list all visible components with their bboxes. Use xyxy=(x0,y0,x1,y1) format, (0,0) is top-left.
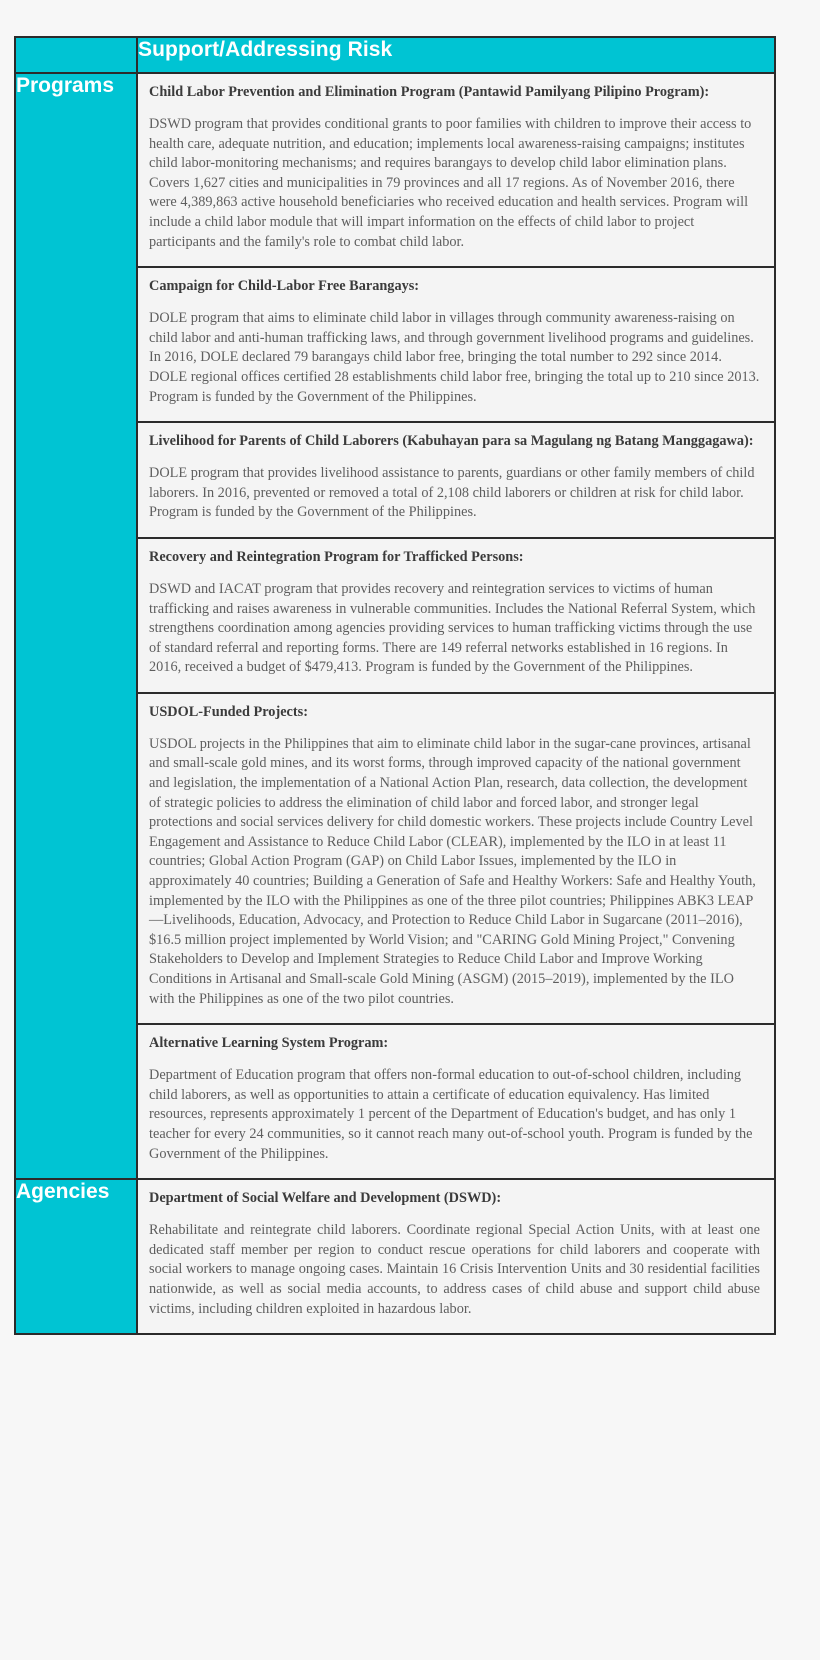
entry-title: Recovery and Reintegration Program for Trafficked Persons: xyxy=(149,548,524,565)
entry-campaign-child-labor-free-barangays xyxy=(138,268,774,423)
entry-child-labor-prevention-program xyxy=(138,74,774,268)
category-label-agencies: Agencies xyxy=(15,1179,137,1334)
entry-title: USDOL-Funded Projects: xyxy=(149,703,308,720)
table-row xyxy=(15,1179,775,1334)
entry-body: Rehabilitate and reintegrate child laborers. Coordinate regional Special Action Units, with at least one dedicated staff member per region to conduct rescue operations for child laborers and cooperate with social workers to manage ongoing cases. Maintain 16 Crisis Intervention Units and 30 residential facilities nationwide, as well as social media accounts, to address cases of child abuse and support child abuse victims, including children exploited in hazardous labor. xyxy=(149,1222,760,1317)
entry-title: Department of Social Welfare and Development (DSWD): xyxy=(149,1190,502,1207)
entry-dswd-agency xyxy=(138,1180,774,1333)
entry-title: Alternative Learning System Program: xyxy=(149,1035,389,1052)
entry-body: DSWD and IACAT program that provides recovery and reintegration services to victims of human trafficking and raises awareness in vulnerable communities. Includes the National Referral System, which strengthens coordination among agencies providing services to human trafficking victims through the use of standard referral and reporting forms. There are 149 referral networks established in 16 regions. In 2016, received a budget of $479,413. Program is funded by the Government of the Philippines. xyxy=(149,580,756,676)
entry-body: USDOL projects in the Philippines that aim to eliminate child labor in the sugar-cane provinces, artisanal and small-scale gold mines, and its worst forms, through improved capacity of the national government and legislation, the implementation of a National Action Plan, research, data collection, the development of strategic policies to address the elimination of child labor and forced labor, and stronger legal protections and social services delivery for child domestic workers. These projects include Country Level Engagement and Assistance to Reduce Child Labor (CLEAR), implemented by the ILO in at least 11 countries; Global Action Program (GAP) on Child Labor Issues, implemented by the ILO in approximately 40 countries; Building a Generation of Safe and Healthy Workers: Safe and Healthy Youth, implemented by the ILO with the Philippines as one of the three pilot countries; Philippines ABK3 LEAP—Livelihoods, Education, Advocacy, and Protection to Reduce Child Labor in Sugarcane (2011–2016), $16.5 million project implemented by World Vision; and "CARING Gold Mining Project," Convening Stakeholders to Develop and Implement Strategies to Reduce Child Labor and Improve Working Conditions in Artisanal and Small-scale Gold Mining (ASGM) (2015–2019), implemented by the ILO with the Philippines as one of the two pilot countries. xyxy=(149,735,756,1007)
entry-body: Department of Education program that offers non-formal education to out-of-school children, including child laborers, as well as opportunities to attain a certificate of education equivalency. Has limited resources, represents approximately 1 percent of the Department of Education's budget, and has only 1 teacher for every 24 communities, so it cannot reach many out-of-school youth. Program is funded by the Government of the Philippines. xyxy=(149,1067,753,1162)
entry-body: DOLE program that aims to eliminate child labor in villages through community awareness-raising on child labor and anti-human trafficking laws, and through government livelihood programs and guidelines. In 2016, DOLE declared 79 barangays child labor free, bringing the total number to 292 since 2014. DOLE regional offices certified 28 establishments child labor free, bringing the total up to 210 since 2013. Program is funded by the Government of the Philippines. xyxy=(149,310,760,405)
header-row xyxy=(15,37,775,73)
header-support-addressing-risk: Support/Addressing Risk xyxy=(137,37,775,73)
table-row xyxy=(15,73,775,1179)
entry-title: Campaign for Child-Labor Free Barangays: xyxy=(149,278,420,295)
entry-usdol-funded-projects xyxy=(138,694,774,1025)
entry-title: Livelihood for Parents of Child Laborers (Kabuhayan para sa Magulang ng Batang Manggagawa): xyxy=(149,433,754,450)
entry-title: Child Labor Prevention and Elimination Program (Pantawid Pamilyang Pilipino Program): xyxy=(149,84,710,100)
table-header xyxy=(15,37,775,73)
table-body xyxy=(15,73,775,1334)
entry-alternative-learning-system xyxy=(138,1025,774,1178)
entry-body: DSWD program that provides conditional grants to poor families with children to improve their access to health care, adequate nutrition, and education; implements local awareness-raising campaigns; institutes child labor-monitoring mechanisms; and requires barangays to develop child labor elimination plans. Covers 1,627 cities and municipalities in 79 provinces and all 17 regions. As of November 2016, there were 4,389,863 active household beneficiaries who received education and health services. Program will include a child labor module that will impart information on the effects of child labor to project participants and the family's role to combat child labor. xyxy=(149,116,752,250)
entry-livelihood-for-parents xyxy=(138,423,774,539)
programs-entries-cell xyxy=(137,73,775,1179)
entry-body: DOLE program that provides livelihood assistance to parents, guardians or other family members of child laborers. In 2016, prevented or removed a total of 2,108 child laborers or children at risk for child labor. Program is funded by the Government of the Philippines. xyxy=(149,465,755,521)
category-label-programs: Programs xyxy=(15,73,137,1179)
risk-support-table xyxy=(14,36,776,1335)
entry-recovery-reintegration-program xyxy=(138,539,774,694)
agencies-entries-cell xyxy=(137,1179,775,1334)
header-blank-cell xyxy=(15,37,137,73)
